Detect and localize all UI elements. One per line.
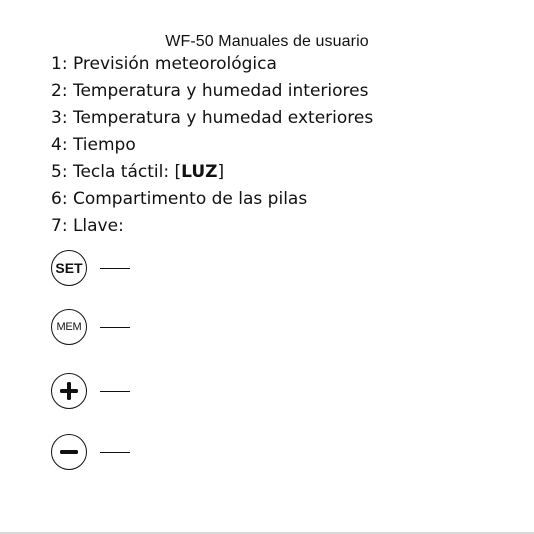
key-row-set [51,250,171,290]
list-item: 2: Temperatura y humedad interiores [51,81,369,101]
key-row-plus [51,373,171,413]
plus-glyph [57,379,81,403]
set-key-label: SET [55,260,83,276]
key-row-minus [51,434,171,474]
list-item: 5: Tecla táctil: [LUZ] [51,162,225,182]
feature-list [51,51,373,240]
list-item: 3: Temperatura y humedad exteriores [51,108,374,128]
light-key-label: LUZ [181,162,218,182]
mem-button-icon [51,309,87,345]
mem-key-label: MEM [56,321,82,333]
key-row-mem [51,309,171,349]
list-item: 4: Tiempo [51,135,136,155]
list-item: 6: Compartimento de las pilas [51,189,308,209]
page-title: WF-50 Manuales de usuario [165,33,369,50]
plus-icon [51,373,87,409]
list-item: 1: Previsión meteorológica [51,54,277,74]
leader-line [100,268,130,269]
set-button-icon [51,250,87,286]
list-item: 7: Llave: [51,216,124,236]
leader-line [100,452,130,453]
minus-glyph [57,440,81,464]
leader-line [100,391,130,392]
minus-icon [51,434,87,470]
leader-line [100,327,130,328]
